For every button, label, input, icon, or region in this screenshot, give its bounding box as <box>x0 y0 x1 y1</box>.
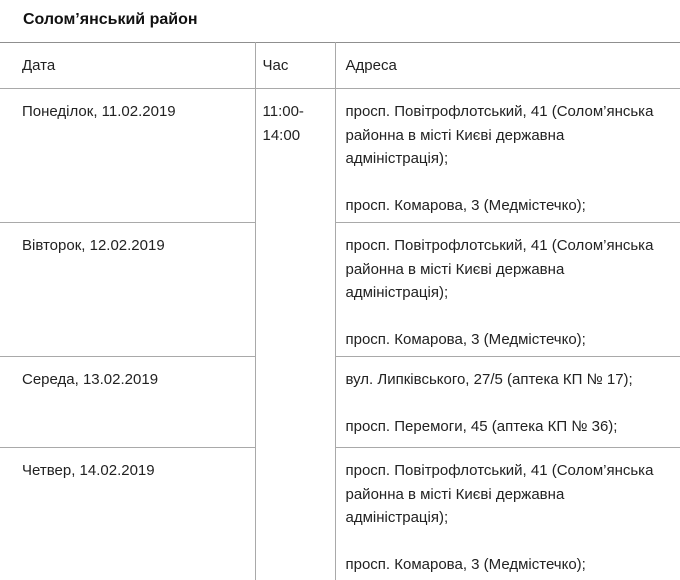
address-line: районна в місті Києві державна <box>345 260 565 278</box>
address-line: адміністрація); <box>345 150 449 167</box>
date-cell: Четвер, 14.02.2019 <box>0 448 255 580</box>
address-line: районна в місті Києві державна <box>345 126 565 144</box>
date-cell: Понеділок, 11.02.2019 <box>0 89 255 223</box>
address-spacer <box>346 392 680 416</box>
district-title: Солом’янський район <box>23 11 198 28</box>
address-line: просп. Перемоги, 45 (аптека КП № 36); <box>345 418 618 435</box>
address-cell <box>335 89 680 223</box>
column-header-time: Час <box>255 43 335 89</box>
column-header-date: Дата <box>0 43 255 89</box>
table-header-row <box>0 43 680 89</box>
address-line: вул. Липківського, 27/5 (аптека КП № 17); <box>345 371 633 388</box>
address-line: адміністрація); <box>345 509 449 526</box>
address-line: просп. Комарова, 3 (Медмістечко); <box>345 556 586 573</box>
table-row <box>0 357 680 448</box>
address-line: просп. Комарова, 3 (Медмістечко); <box>345 197 586 214</box>
date-cell: Середа, 13.02.2019 <box>0 357 255 448</box>
address-line: районна в місті Києві державна <box>345 485 565 503</box>
table-row <box>0 448 680 580</box>
address-line: просп. Комарова, 3 (Медмістечко); <box>345 331 586 348</box>
address-cell <box>335 357 680 448</box>
column-header-address: Адреса <box>335 43 680 89</box>
address-line: просп. Повітрофлотський, 41 (Солом’янська <box>345 462 654 479</box>
address-spacer <box>346 171 680 195</box>
address-spacer <box>346 305 680 329</box>
date-cell: Вівторок, 12.02.2019 <box>0 223 255 357</box>
address-line: просп. Повітрофлотський, 41 (Солом’янська <box>345 237 654 254</box>
address-cell <box>335 448 680 580</box>
address-cell <box>335 223 680 357</box>
table-row <box>0 223 680 357</box>
address-spacer <box>346 530 680 554</box>
schedule-table-container <box>0 42 680 580</box>
time-cell: 11:00-14:00 <box>255 89 335 580</box>
schedule-table <box>0 42 680 580</box>
table-row <box>0 89 680 223</box>
address-line: просп. Повітрофлотський, 41 (Солом’янська <box>345 103 654 120</box>
address-line: адміністрація); <box>345 284 449 301</box>
